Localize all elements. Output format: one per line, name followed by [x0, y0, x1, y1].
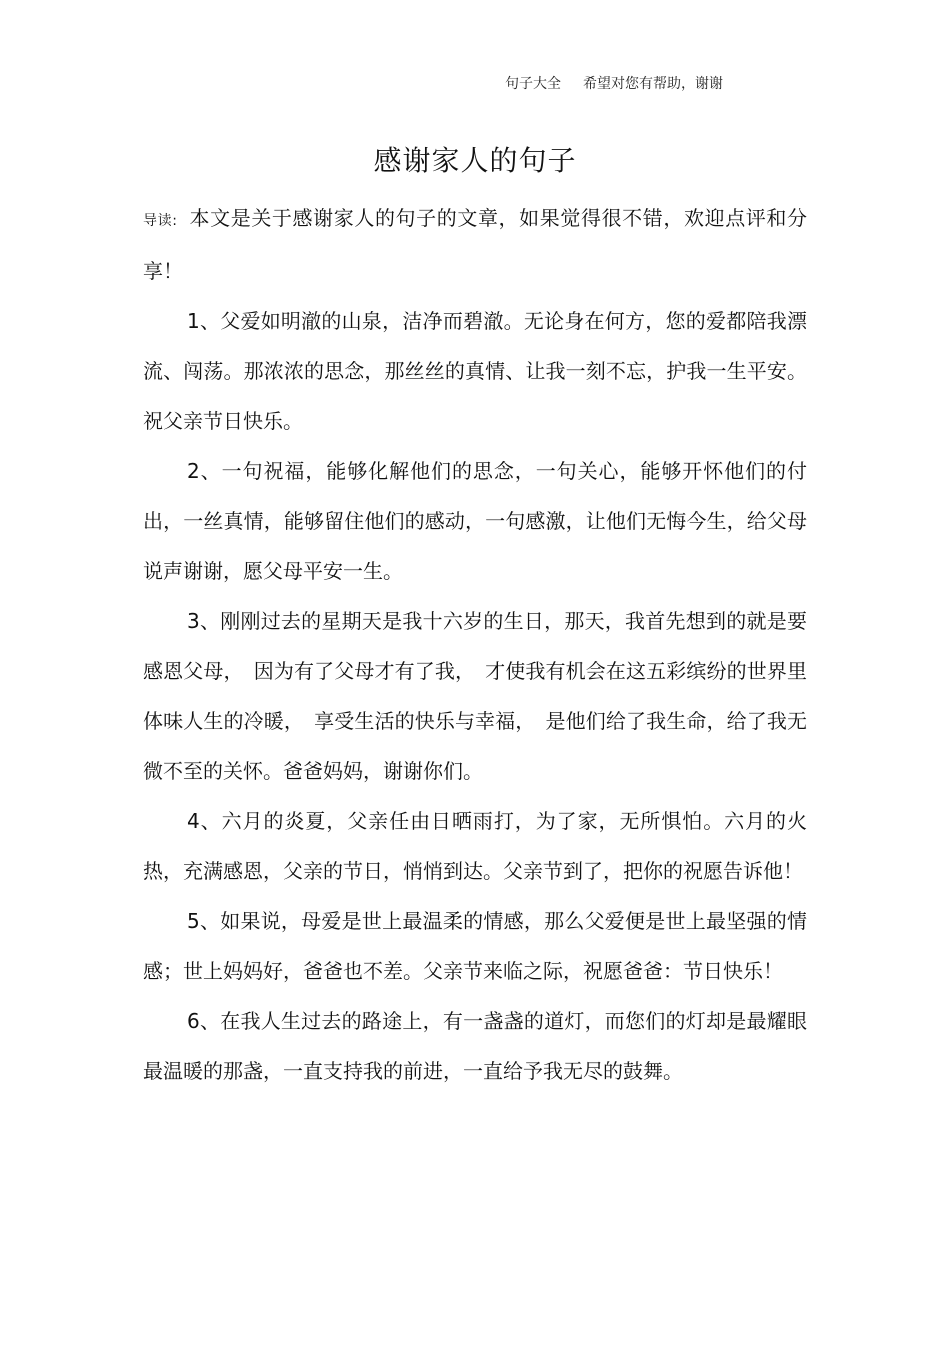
sentence-item-1: 1、父爱如明澈的山泉，洁净而碧澈。无论身在何方，您的爱都陪我漂流、闯荡。那浓浓的思念，那丝丝的真情、让我一刻不忘，护我一生平安。祝父亲节日快乐。 — [143, 309, 807, 433]
sentence-item-4: 4、六月的炎夏，父亲任由日晒雨打，为了家，无所惧怕。六月的火热，充满感恩，父亲的节日，悄悄到达。父亲节到了，把你的祝愿告诉他！ — [143, 809, 807, 883]
page-header — [505, 74, 723, 94]
intro-text: 本文是关于感谢家人的句子的文章，如果觉得很不错，欢迎点评和分享！ — [143, 206, 807, 283]
intro-paragraph — [143, 193, 807, 296]
sentence-item-2: 2、一句祝福，能够化解他们的思念，一句关心，能够开怀他们的付出，一丝真情，能够留住他们的感动，一句感激，让他们无悔今生，给父母说声谢谢，愿父母平安一生。 — [143, 459, 807, 583]
document-body — [143, 193, 807, 1096]
document-title: 感谢家人的句子 — [373, 144, 577, 177]
header-thanks: 希望对您有帮助，谢谢 — [583, 76, 723, 92]
intro-label: 导读: — [143, 213, 177, 229]
sentence-item-5: 5、如果说，母爱是世上最温柔的情感，那么父爱便是世上最坚强的情感；世上妈妈好，爸爸也不差。父亲节来临之际，祝愿爸爸：节日快乐！ — [143, 909, 807, 983]
sentence-item-6: 6、在我人生过去的路途上，有一盏盏的道灯，而您们的灯却是最耀眼最温暖的那盏，一直支持我的前进，一直给予我无尽的鼓舞。 — [143, 1009, 807, 1083]
header-source: 句子大全 — [505, 76, 561, 92]
sentence-item-3: 3、刚刚过去的星期天是我十六岁的生日，那天，我首先想到的就是要感恩父母， 因为有了父母才有了我， 才使我有机会在这五彩缤纷的世界里体味人生的冷暖， 享受生活的快乐与幸福， 是他们给了我生命，给了我无微不至的关怀。爸爸妈妈，谢谢你们。 — [143, 609, 807, 783]
